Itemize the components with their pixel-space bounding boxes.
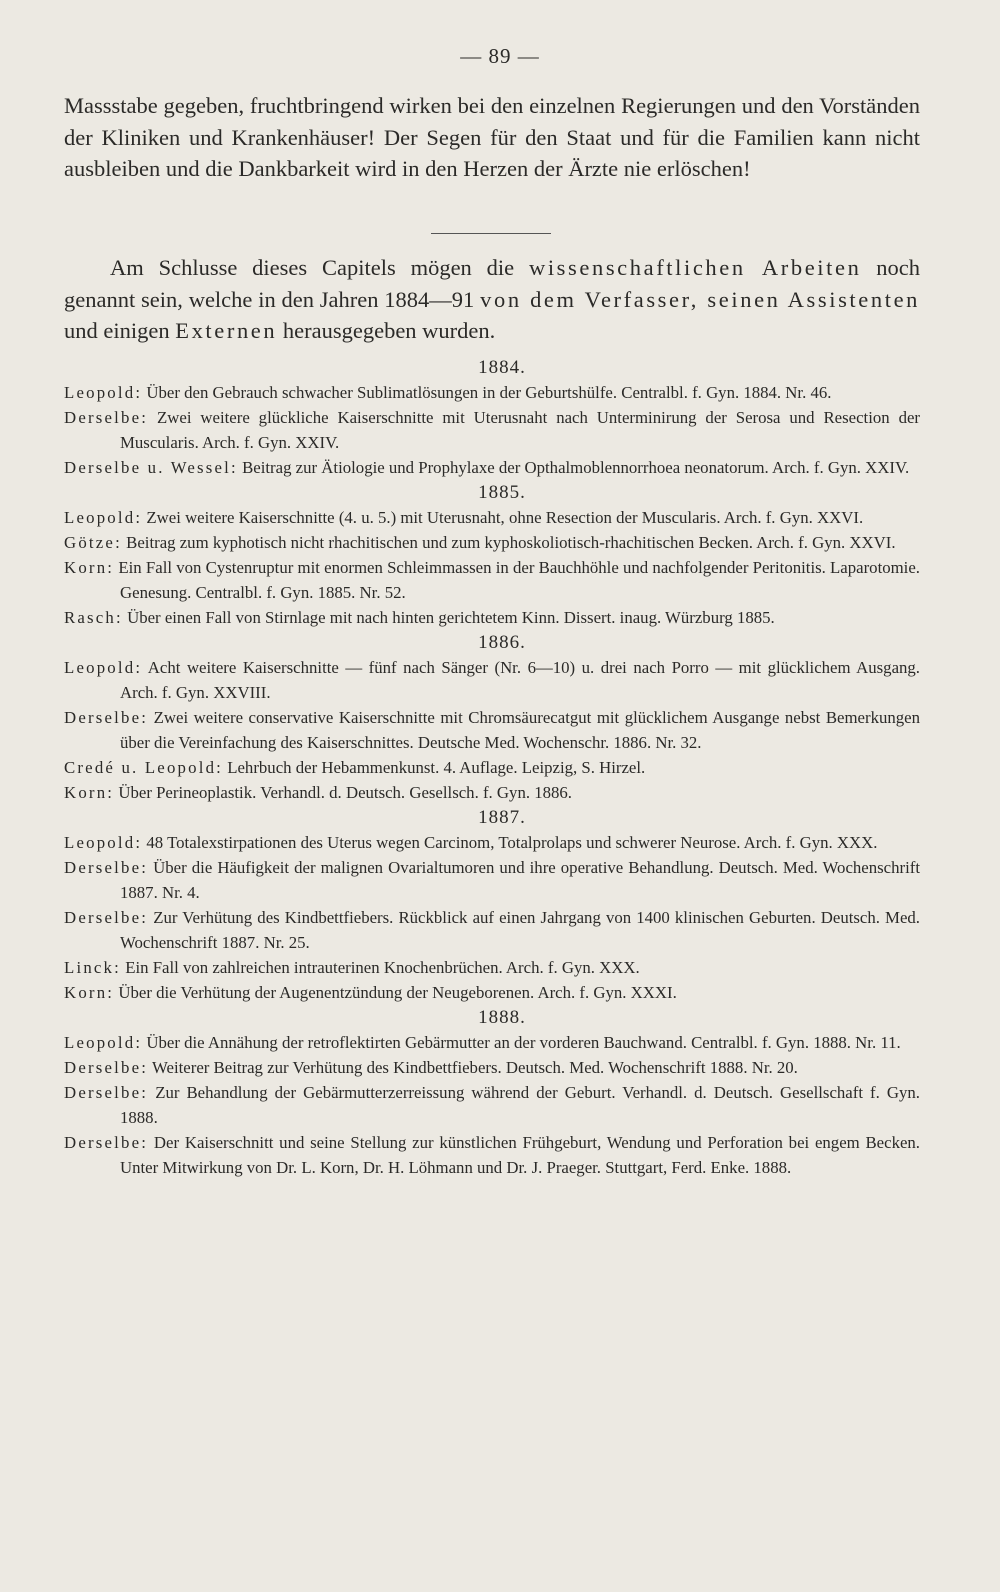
bibliography-entry [64,1030,920,1055]
year-heading: 1887. [478,807,526,828]
bibliography-entry [64,1055,920,1080]
entry-author: Götze: [64,533,122,552]
bibliography-entry [64,755,920,780]
closing-spaced-3: Externen [175,318,278,343]
bibliography-year-section [64,355,920,480]
entry-text: Ein Fall von Cystenruptur mit enormen Schleimmassen in der Bauchhöhle und nachfolgender Peritonitis. Laparotomie. Genesung. Centralbl. f. Gyn. 1885. Nr. 52. [118,558,920,602]
entry-text: Zwei weitere Kaiserschnitte (4. u. 5.) mit Uterusnaht, ohne Resection der Muscularis. Arch. f. Gyn. XXVI. [146,508,864,527]
bibliography-entry [64,530,920,555]
entry-text: Über Perineoplastik. Verhandl. d. Deutsch. Gesellsch. f. Gyn. 1886. [118,783,572,802]
year-heading: 1888. [478,1007,526,1028]
entry-text: Beitrag zum kyphotisch nicht rhachitischen und zum kyphoskoliotisch-rhachitischen Becken. Arch. f. Gyn. XXVI. [126,533,896,552]
bibliography-year-section [64,480,920,630]
bibliography-entry [64,780,920,805]
entry-author: Rasch: [64,608,123,627]
bibliography-entry [64,855,920,905]
entry-author: Korn: [64,783,115,802]
bibliography-year-section [64,1005,920,1180]
entry-text: Über die Häufigkeit der malignen Ovarialtumoren und ihre operative Behandlung. Deutsch. Med. Wochenschrift 1887. Nr. 4. [120,858,920,902]
year-heading: 1884. [478,357,526,378]
bibliography-entry [64,980,920,1005]
closing-part-1: Am Schlusse dieses Capitels mögen die [110,255,515,280]
entry-text: Über die Verhütung der Augenentzündung der Neugeborenen. Arch. f. Gyn. XXXI. [118,983,677,1002]
bibliography-entry [64,1080,920,1130]
entry-text: Der Kaiserschnitt und seine Stellung zur künstlichen Frühgeburt, Wendung und Perforation bei engem Becken. Unter Mitwirkung von Dr. L. Korn, Dr. H. Löhmann und Dr. J. Praeger. Stuttgart, Ferd. Enke. 1888. [120,1133,920,1177]
entry-author: Leopold: [64,833,143,852]
bibliography-entry [64,1130,920,1180]
entry-text: Ein Fall von zahlreichen intrauterinen Knochenbrüchen. Arch. f. Gyn. XXX. [125,958,640,977]
bibliography [64,355,920,1180]
entry-text: Acht weitere Kaiserschnitte — fünf nach Sänger (Nr. 6—10) u. drei nach Porro — mit glücklichem Ausgang. Arch. f. Gyn. XXVIII. [120,658,920,702]
bibliography-entry [64,555,920,605]
bibliography-entry [64,455,920,480]
year-heading: 1886. [478,632,526,653]
bibliography-entry [64,605,920,630]
entry-author: Derselbe: [64,908,149,927]
entry-author: Leopold: [64,383,143,402]
closing-spaced-2: von dem Verfasser, seinen Assistenten [480,286,921,312]
entry-text: 48 Totalexstirpationen des Uterus wegen Carcinom, Totalprolaps und schwerer Neurose. Arch. f. Gyn. XXX. [146,833,878,852]
entry-text: Lehrbuch der Hebammenkunst. 4. Auflage. Leipzig, S. Hirzel. [227,758,646,777]
entry-text: Zwei weitere glückliche Kaiserschnitte mit Uterusnaht nach Unterminirung der Serosa und Resection der Muscularis. Arch. f. Gyn. XXIV. [120,408,920,452]
entry-text: Zur Behandlung der Gebärmutterzerreissung während der Geburt. Verhandl. d. Deutsch. Gesellschaft f. Gyn. 1888. [120,1083,920,1127]
bibliography-year-section [64,630,920,805]
page-number: — 89 — [460,44,540,68]
entry-author: Derselbe: [64,408,149,427]
entry-author: Leopold: [64,658,143,677]
closing-part-3: und einigen [64,318,170,343]
year-heading: 1885. [478,482,526,503]
entry-text: Über einen Fall von Stirnlage mit nach hinten gerichtetem Kinn. Dissert. inaug. Würzburg 1885. [127,608,775,627]
bibliography-entry [64,505,920,530]
entry-author: Derselbe: [64,1083,149,1102]
entry-text: Über die Annähung der retroflektirten Gebärmutter an der vorderen Bauchwand. Centralbl. f. Gyn. 1888. Nr. 11. [146,1033,901,1052]
section-divider [431,233,551,234]
bibliography-entry [64,405,920,455]
entry-author: Derselbe u. Wessel: [64,458,238,477]
bibliography-entry [64,830,920,855]
entry-text: Weiterer Beitrag zur Verhütung des Kindbettfiebers. Deutsch. Med. Wochenschrift 1888. Nr. 20. [152,1058,798,1077]
closing-part-4: herausgegeben wurden. [282,318,496,343]
bibliography-entry [64,705,920,755]
entry-text: Beitrag zur Ätiologie und Prophylaxe der Opthalmoblennorrhoea neonatorum. Arch. f. Gyn. XXIV. [242,458,910,477]
closing-text [64,252,920,347]
intro-paragraph [64,90,920,185]
entry-author: Derselbe: [64,1058,149,1077]
bibliography-year-section [64,805,920,1005]
entry-author: Derselbe: [64,858,149,877]
entry-text: Über den Gebrauch schwacher Sublimatlösungen in der Geburtshülfe. Centralbl. f. Gyn. 1884. Nr. 46. [146,383,832,402]
closing-part-2: noch genannt sein, welche in den Jahren 1884—91 [64,255,921,312]
bibliography-entry [64,380,920,405]
intro-text: Massstabe gegeben, fruchtbringend wirken bei den einzelnen Regierungen und den Vorständen der Kliniken und Krankenhäuser! Der Segen für den Staat und für die Familien kann nicht ausbleiben und die Dankbarkeit wird in den Herzen der Ärzte nie erlöschen! [64,93,920,181]
bibliography-entry [64,655,920,705]
entry-author: Derselbe: [64,1133,149,1152]
entry-author: Leopold: [64,508,143,527]
closing-spaced-1: wissenschaftlichen Arbeiten [528,255,862,280]
entry-author: Korn: [64,983,115,1002]
entry-text: Zwei weitere conservative Kaiserschnitte mit Chromsäurecatgut mit glücklichem Ausgange nebst Bemerkungen über die Vereinfachung des Kaiserschnittes. Deutsche Med. Wochenschr. 1886. Nr. 32. [120,708,920,752]
closing-paragraph [64,252,920,347]
bibliography-entry [64,905,920,955]
entry-text: Zur Verhütung des Kindbettfiebers. Rückblick auf einen Jahrgang von 1400 klinischen Geburten. Deutsch. Med. Wochenschrift 1887. Nr. 25. [120,908,921,952]
entry-author: Korn: [64,558,115,577]
entry-author: Credé u. Leopold: [64,758,224,777]
entry-author: Linck: [64,958,122,977]
bibliography-entry [64,955,920,980]
entry-author: Leopold: [64,1033,143,1052]
entry-author: Derselbe: [64,708,149,727]
